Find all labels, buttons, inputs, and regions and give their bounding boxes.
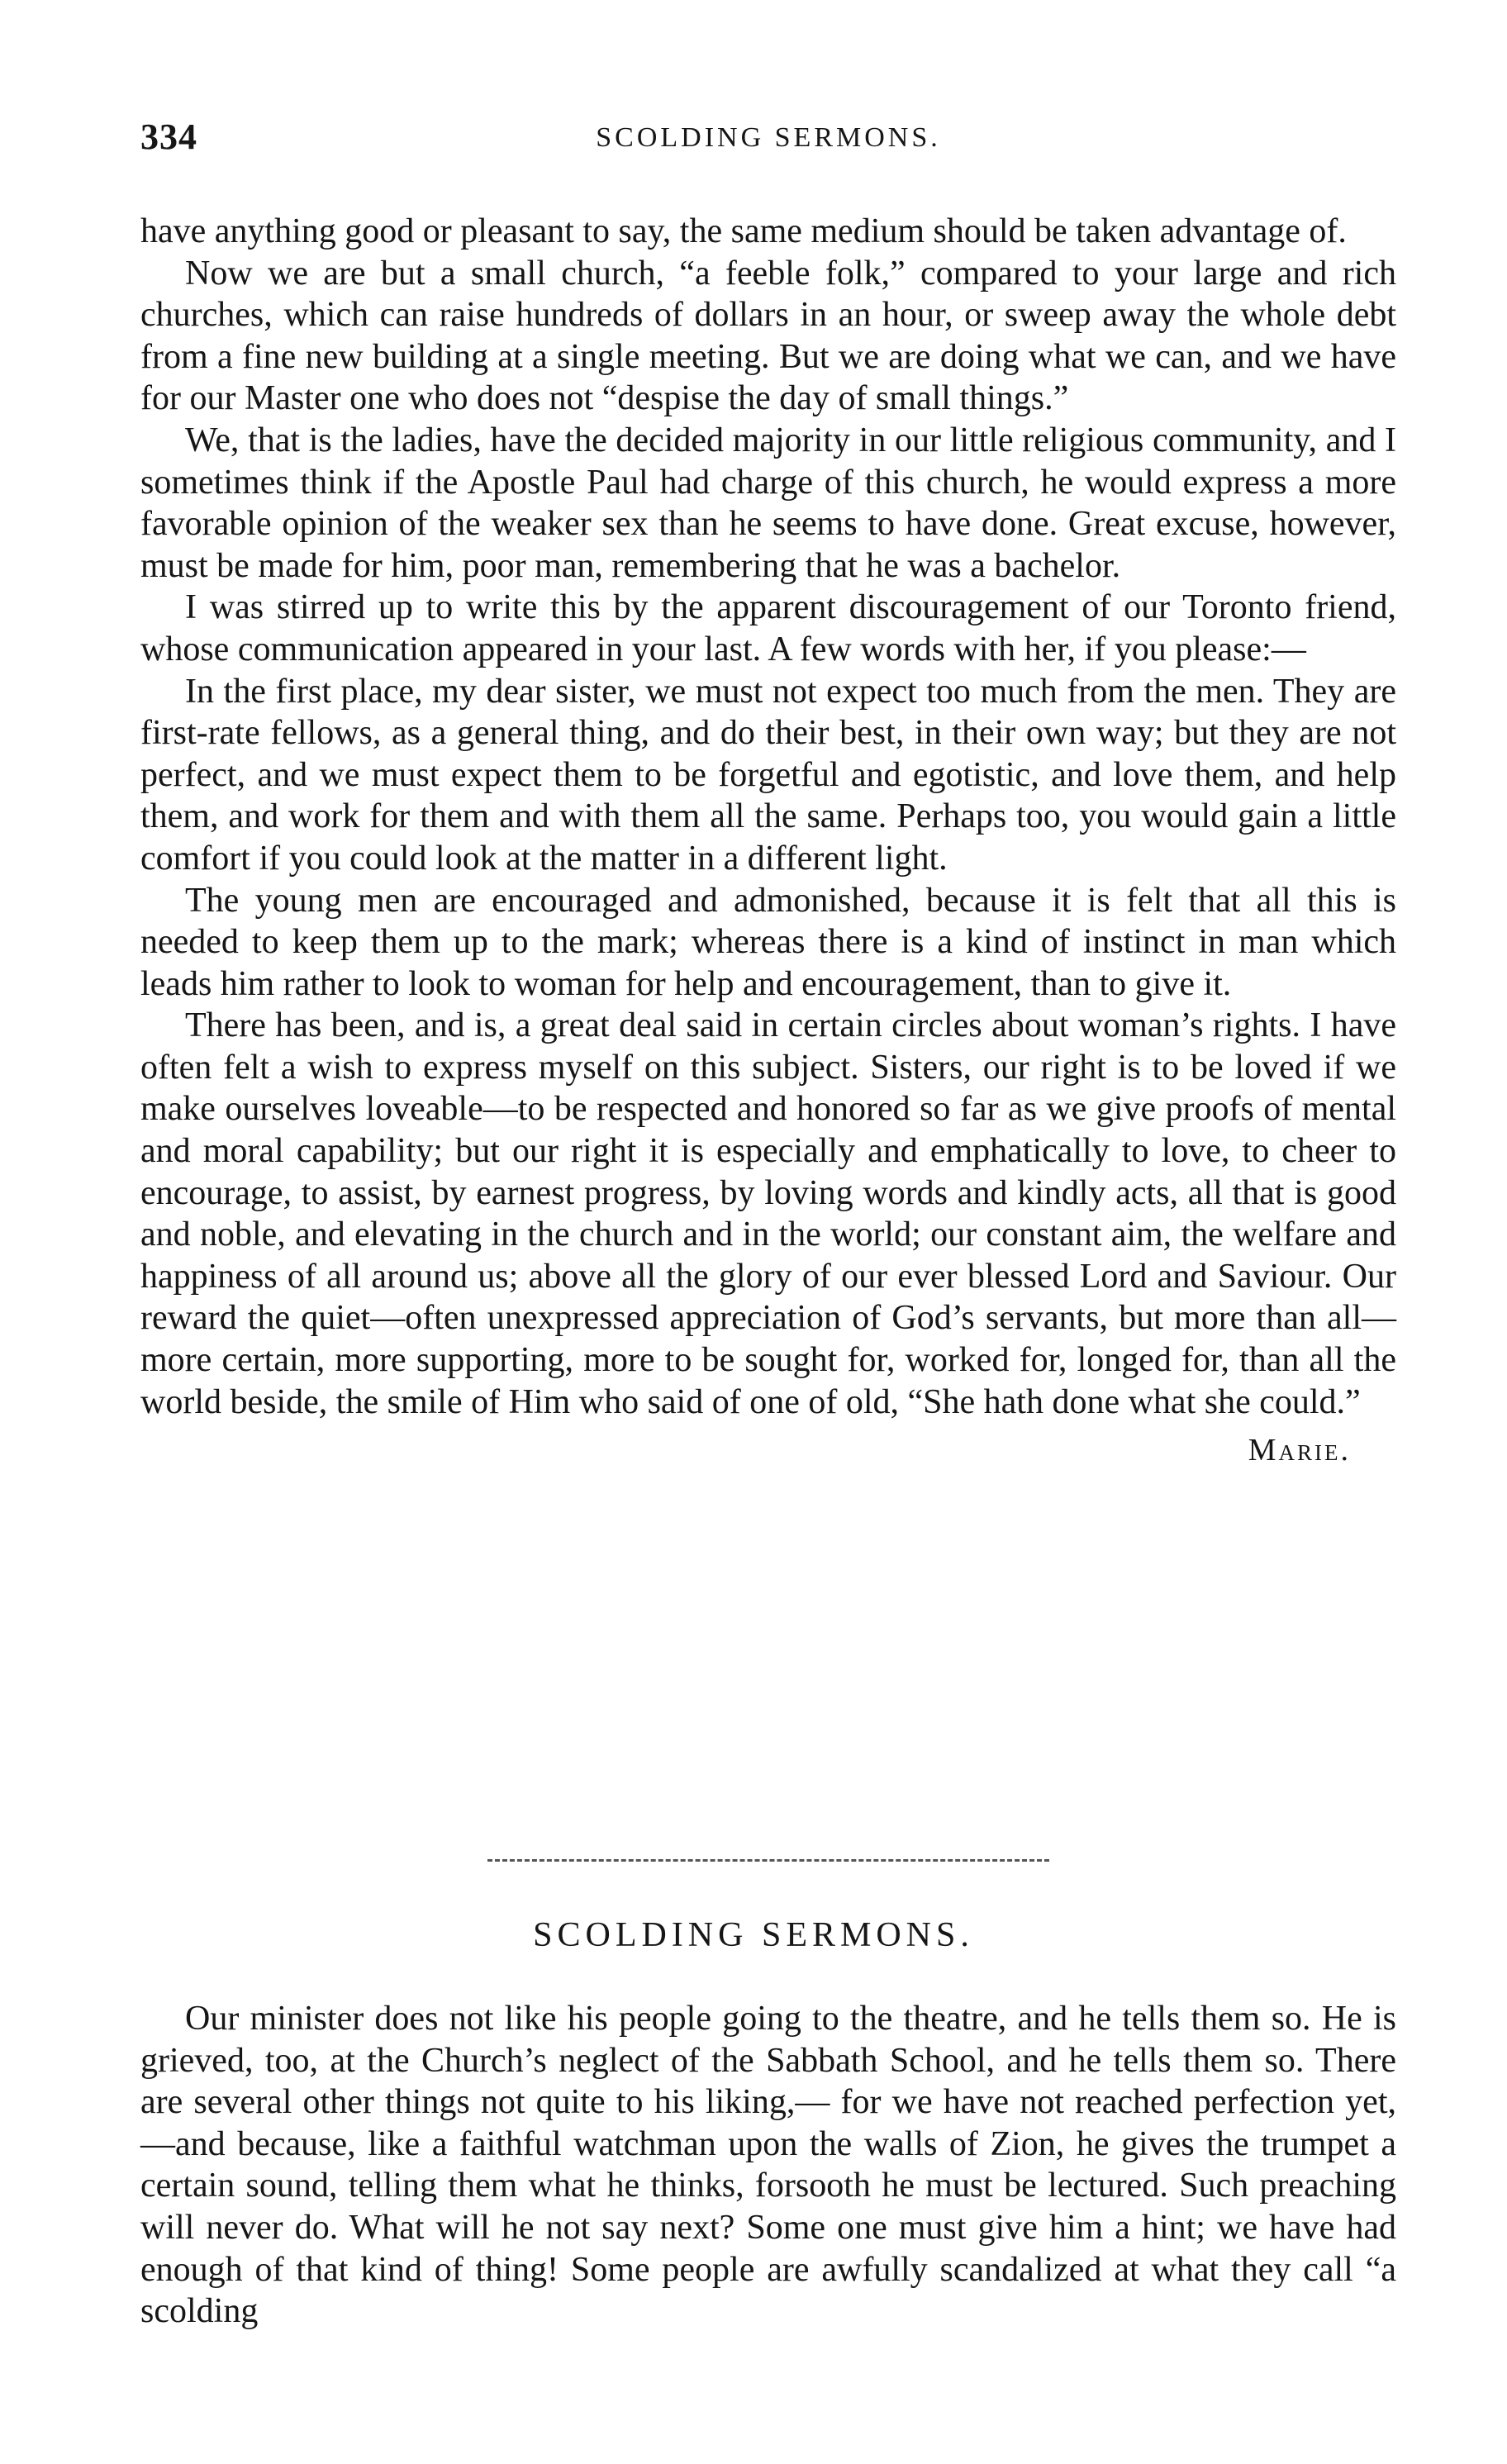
paragraph: Now we are but a small church, “a feeble folk,” compared to your large and rich churches, which can raise hundreds of dollars in an hour, or sweep away the whole debt from a fine new building at a single meeting. But we are doing what we can, and we have for our Master one who does not “despise the day of small things.” [140,254,1396,418]
page-header [140,116,1396,165]
running-head: SCOLDING SERMONS. [596,122,941,153]
page-number: 334 [140,117,197,157]
paragraph: There has been, and is, a great deal said in certain circles about woman’s rights. I have often felt a wish to express myself on this subject. Sisters, our right is to be loved if we make ourselves loveable—to be respected and honored so far as we give proofs of mental and moral capability; but our right it is especially and emphatically to love, to cheer to encourage, to assist, by earnest progress, by loving words and kindly acts, all that is good and noble, and elevating in the church and in the world; our constant aim, the welfare and happiness of all around us; above all the glory of our ever blessed Lord and Saviour. Our reward the quiet—often unexpressed appreciation of God’s servants, but more than all—more certain, more supporting, more to be sought for, worked for, longed for, than all the world beside, the smile of Him who said of one of old, “She hath done what she could.” [140,1006,1396,1421]
paragraph: I was stirred up to write this by the apparent discouragement of our Toronto friend, whose communication appeared in your last. A few words with her, if you please:— [140,588,1396,668]
letter-body [140,211,1396,1476]
paragraph: have anything good or pleasant to say, the same medium should be taken advantage of. [140,212,1347,250]
author-signature: Marie. [1248,1433,1351,1468]
paragraph: Our minister does not like his people going to the theatre, and he tells them so. He is grieved, too, at the Church’s neglect of the Sabbath School, and he tells them so. There are several other things not quite to his liking,— for we have not reached perfection yet,—and because, like a faithful watchman upon the walls of Zion, he gives the trumpet a certain sound, telling them what he thinks, forsooth he must be lectured. Such preaching will never do. What will he not say next? Some one must give him a hint; we have had enough of that kind of thing! Some people are awfully scandalized at what they call “a scolding [140,2000,1396,2331]
paragraph: In the first place, my dear sister, we must not expect too much from the men. They are first-rate fellows, as a general thing, and do their best, in their own way; but they are not perfect, and we must expect them to be forgetful and egotistic, and love them, and help them, and work for them and with them all the same. Perhaps too, you would gain a little comfort if you could look at the matter in a different light. [140,672,1396,878]
section-body [140,1998,1396,2333]
paragraph: The young men are encouraged and admonished, because it is felt that all this is needed to keep them up to the mark; whereas there is a kind of instinct in man which leads him rather to look to woman for help and encouragement, than to give it. [140,881,1396,1003]
paragraph: We, that is the ladies, have the decided majority in our little religious community, and I sometimes think if the Apostle Paul had charge of this church, he would express a more favorable opinion of the weaker sex than he seems to have done. Great excuse, however, must be made for him, poor man, remembering that he was a bachelor. [140,421,1396,585]
section-divider [487,1859,1049,1862]
section-title: SCOLDING SERMONS. [533,1916,974,1954]
